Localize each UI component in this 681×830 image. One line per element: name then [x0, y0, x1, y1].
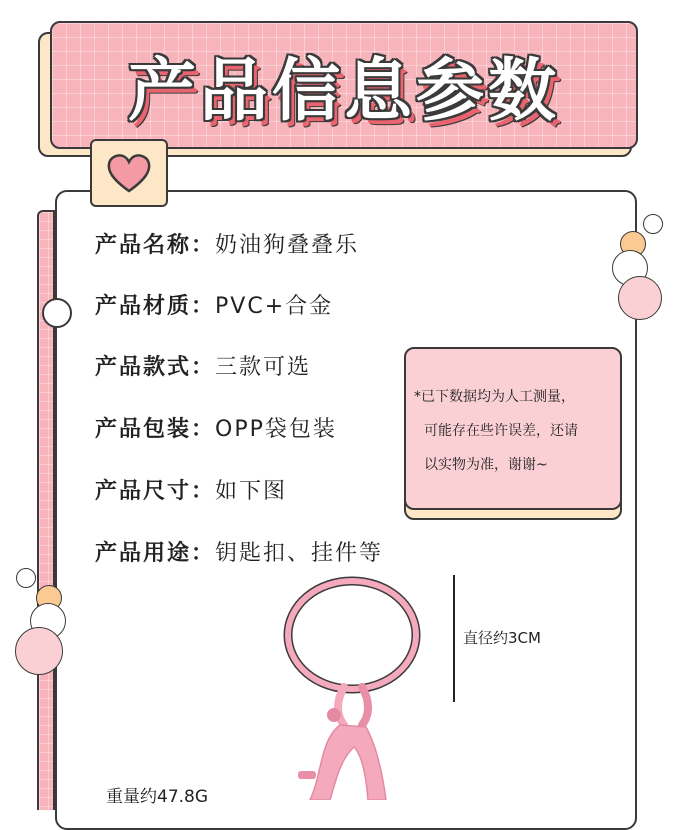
- param-value: PVC+合金: [215, 294, 334, 319]
- keyring-icon: [270, 575, 450, 800]
- weight-label: 重量约47.8G: [106, 787, 209, 807]
- deco-dot: [643, 214, 663, 234]
- heart-icon: [106, 153, 152, 193]
- param-row-material: [95, 289, 333, 325]
- param-row-size: [95, 474, 287, 510]
- param-value: 奶油狗叠叠乐: [215, 233, 360, 258]
- param-label: 产品款式：: [95, 355, 216, 380]
- param-row-usage: [95, 536, 383, 572]
- param-label: 产品包装：: [95, 417, 216, 442]
- diameter-label: 直径约3CM: [463, 629, 541, 647]
- param-value: 三款可选: [215, 355, 312, 380]
- param-value: 钥匙扣、挂件等: [215, 541, 384, 566]
- note-line: 可能存在些许误差，还请: [424, 423, 578, 439]
- param-label: 产品名称：: [95, 233, 216, 258]
- note-line: 以实物为准，谢谢~: [424, 457, 548, 473]
- param-label: 产品尺寸：: [95, 479, 216, 504]
- deco-dot: [16, 568, 36, 588]
- param-value: 如下图: [215, 479, 288, 504]
- param-value: OPP袋包装: [215, 417, 337, 442]
- param-row-style: [95, 350, 311, 386]
- param-label: 产品用途：: [95, 541, 216, 566]
- param-row-packaging: [95, 412, 337, 448]
- deco-dot: [42, 298, 72, 328]
- page-title: 产品信息参数: [127, 51, 560, 131]
- deco-dot: [618, 276, 662, 320]
- note-text: [414, 380, 619, 482]
- deco-dot: [15, 627, 63, 675]
- heart-badge: [90, 139, 168, 207]
- note-line: *已下数据均为人工测量，: [414, 389, 575, 405]
- param-label: 产品材质：: [95, 294, 216, 319]
- param-row-name: [95, 228, 359, 264]
- measure-line: [453, 575, 455, 702]
